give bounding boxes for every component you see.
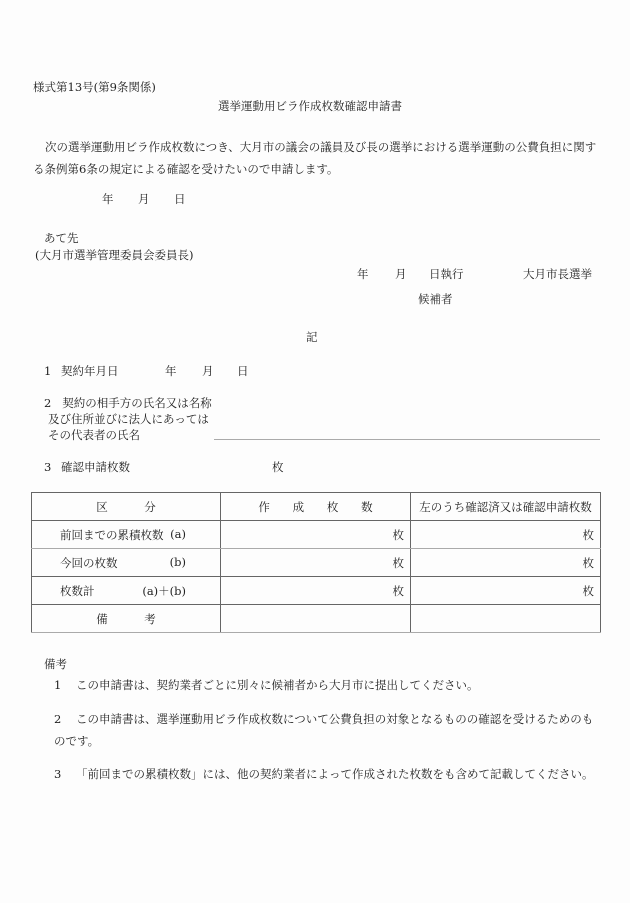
row-label-current: 今回の枚数 (b) (32, 549, 221, 577)
item2-number: 2 (44, 396, 52, 410)
form-number: 様式第13号(第9条関係) (33, 80, 156, 94)
header-confirmed-count: 左のうち確認済又は確認申請枚数 (411, 493, 601, 521)
item2-line3: その代表者の氏名 (48, 428, 140, 442)
cumulative-confirmed-cell[interactable]: 枚 (411, 521, 601, 549)
remarks-created-cell[interactable] (221, 605, 411, 633)
table-row (32, 549, 601, 577)
table-row (32, 577, 601, 605)
item1-number: 1 (44, 364, 52, 378)
item-contractor (44, 395, 234, 443)
document-title: 選挙運動用ビラ作成枚数確認申請書 (218, 99, 402, 113)
item1-year[interactable]: 年 (165, 364, 177, 378)
current-created-cell[interactable]: 枚 (221, 549, 411, 577)
date-day: 日 (174, 192, 186, 206)
total-created-cell[interactable]: 枚 (221, 577, 411, 605)
item2-line2: 及び住所並びに法人にあっては (48, 412, 209, 426)
header-category: 区 分 (32, 493, 221, 521)
note-item: 3 「前回までの累積枚数」には、他の契約業者によって作成された枚数をも含めて記載してください。 (54, 767, 594, 781)
item1-label: 契約年月日 (61, 364, 119, 378)
date-year: 年 (102, 192, 114, 206)
cumulative-created-cell[interactable]: 枚 (221, 521, 411, 549)
candidate-label: 候補者 (418, 292, 453, 306)
note-item: 2 この申請書は、選挙運動用ビラ作成枚数について公費負担の対象となるものの確認を受けるためのものです。 (54, 712, 594, 748)
table-row (32, 521, 601, 549)
item3-unit[interactable]: 枚 (272, 460, 284, 474)
table-row-remarks (32, 605, 601, 633)
table-header-row (32, 493, 601, 521)
remarks-confirmed-cell[interactable] (411, 605, 601, 633)
row-label-cumulative: 前回までの累積枚数 (a) (32, 521, 221, 549)
election-name: 大月市長選挙 (523, 267, 592, 281)
current-confirmed-cell[interactable]: 枚 (411, 549, 601, 577)
row-label-remarks: 備 考 (32, 605, 221, 633)
notes-title: 備考 (44, 657, 67, 671)
election-month: 月 (395, 267, 407, 281)
header-created-count: 作 成 枚 数 (221, 493, 411, 521)
item3-number: 3 (44, 460, 52, 474)
row-label-total: 枚数計 (a)＋(b) (32, 577, 221, 605)
election-year: 年 (357, 267, 369, 281)
item1-day[interactable]: 日 (237, 364, 249, 378)
addressee-name: (大月市選挙管理委員会委員長) (35, 248, 194, 262)
contractor-input-line[interactable] (214, 439, 600, 440)
election-day-executed: 日執行 (429, 267, 464, 281)
count-table (31, 492, 601, 633)
item2-line1: 契約の相手方の氏名又は名称 (62, 396, 212, 410)
note-item: 1 この申請書は、契約業者ごとに別々に候補者から大月市に提出してください。 (54, 678, 479, 692)
item3-label: 確認申請枚数 (61, 460, 130, 474)
ki-heading: 記 (306, 330, 318, 344)
total-confirmed-cell[interactable]: 枚 (411, 577, 601, 605)
intro-paragraph: 次の選挙運動用ビラ作成枚数につき、大月市の議会の議員及び長の選挙における選挙運動の公費負担に関する条例第6条の規定による確認を受けたいので申請します。 (33, 140, 597, 176)
item1-month[interactable]: 月 (202, 364, 214, 378)
date-month: 月 (138, 192, 150, 206)
addressee-label: あて先 (44, 231, 79, 245)
